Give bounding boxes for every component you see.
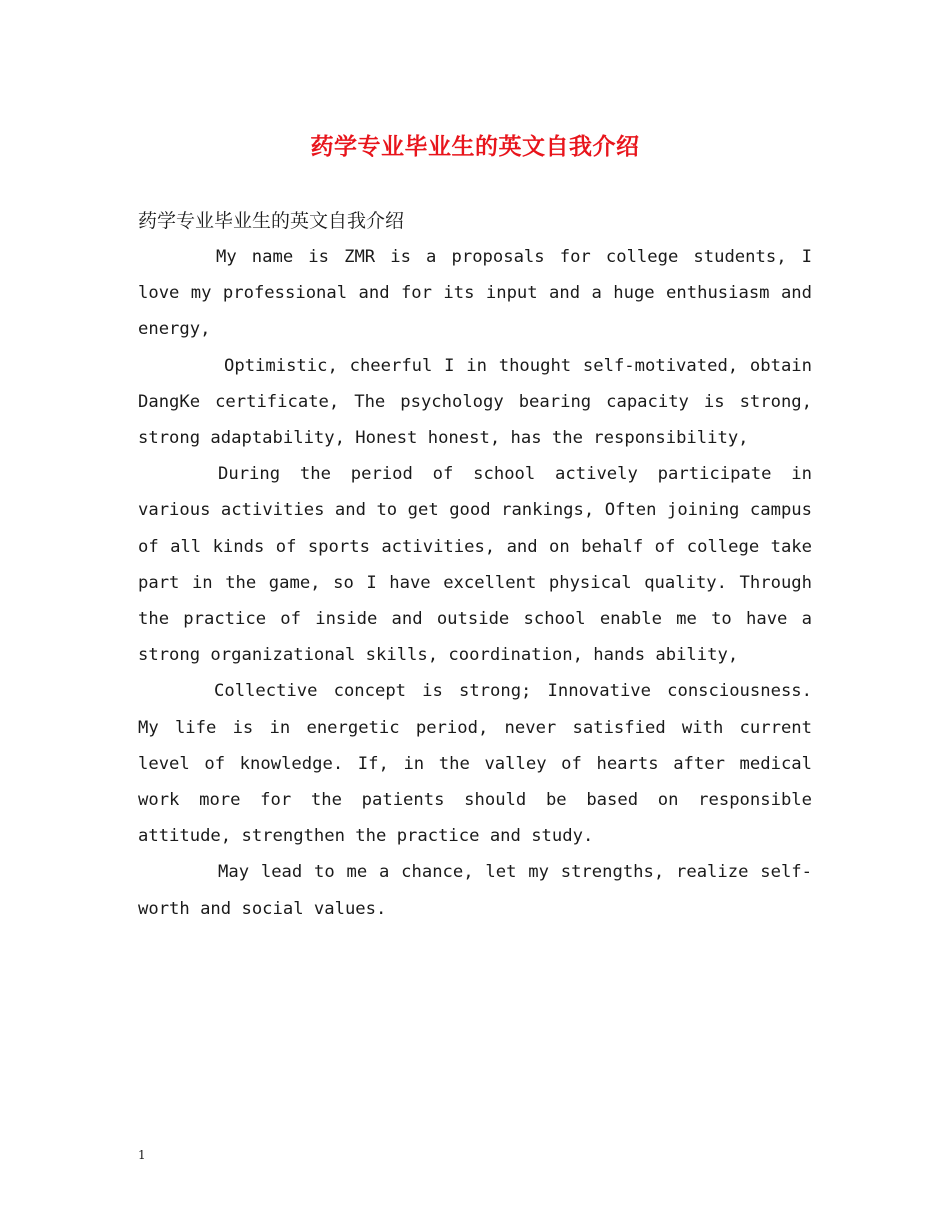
- paragraph-collective-concept: Collective concept is strong; Innovative consciousness. My life is in energetic period, never satisfied with current level of knowledge. If, in the valley of hearts after medical work more for the patients should be based on responsible attitude, strengthen the practice and study.: [138, 681, 812, 847]
- paragraph-personality: Optimistic, cheerful I in thought self-motivated, obtain DangKe certificate, The psychology bearing capacity is strong, strong adaptability, Honest honest, has the responsibility,: [138, 355, 812, 449]
- section-heading: 药学专业毕业生的英文自我介绍: [138, 210, 405, 232]
- paragraph-closing: May lead to me a chance, let my strengths, realize self-worth and social values.: [138, 862, 812, 919]
- paragraph-introduction: My name is ZMR is a proposals for college students, I love my professional and for its input and a huge enthusiasm and energy,: [138, 247, 812, 340]
- paragraph-school-activities: During the period of school actively participate in various activities and to get good rankings, Often joining campus of all kinds of sports activities, and on behalf of college take part in the game, so I have excellent physical quality. Through the practice of inside and outside school enable me to have a strong organizational skills, coordination, hands ability,: [138, 464, 812, 666]
- page-number: 1: [138, 1148, 146, 1162]
- document-body: [138, 203, 812, 927]
- document-title: 药学专业毕业生的英文自我介绍: [310, 133, 640, 160]
